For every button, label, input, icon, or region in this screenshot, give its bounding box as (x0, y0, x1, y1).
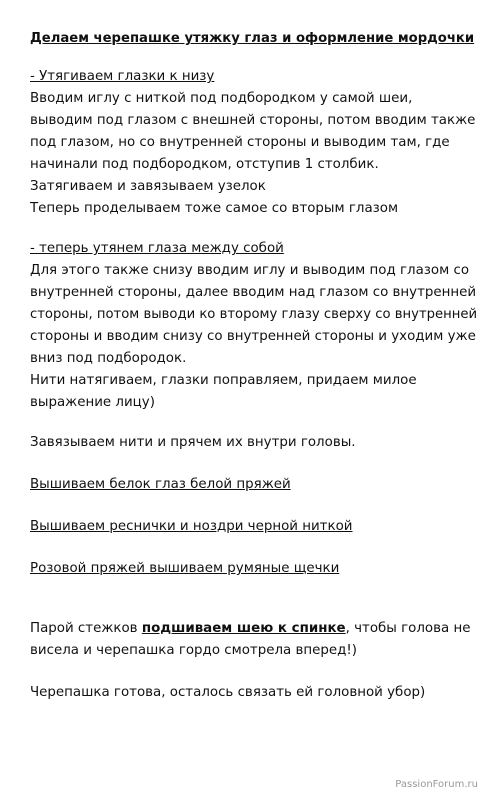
neck-text-before: Парой стежков (30, 621, 142, 636)
paragraph-line: Вводим иглу с ниткой под подбородком у самой шеи, (30, 91, 413, 106)
paragraph-line: начинали под подбородком, отступив 1 столбик. (30, 157, 379, 172)
paragraph-line: стороны и вводим снизу со внутренней стороны и уходим уже (30, 329, 476, 344)
paragraph-line: Теперь проделываем тоже самое со вторым глазом (30, 201, 399, 216)
step-eye-whites: Вышиваем белок глаз белой пряжей (30, 477, 291, 492)
section-heading: - Утягиваем глазки к низу (30, 69, 215, 84)
neck-paragraph (30, 618, 480, 662)
neck-text-after: , чтобы голова не (345, 621, 471, 636)
document-title: Делаем черепашке утяжку глаз и оформление мордочки (30, 31, 475, 46)
tie-threads-text: Завязываем нити и прячем их внутри головы. (30, 435, 356, 450)
neck-line-2: висела и черепашка гордо смотрела вперед!) (30, 643, 357, 658)
section-eyes-together (30, 238, 480, 414)
paragraph-line: выводим под глазом с внешней стороны, потом вводим также (30, 113, 476, 128)
document (30, 28, 480, 704)
paragraph-line: выражение лицу) (30, 395, 155, 410)
final-text: Черепашка готова, осталось связать ей головной убор) (30, 685, 426, 700)
step-eyelashes: Вышиваем реснички и ноздри черной ниткой (30, 519, 353, 534)
step-cheeks: Розовой пряжей вышиваем румяные щечки (30, 561, 340, 576)
neck-line (30, 618, 480, 640)
paragraph-line: Нити натягиваем, глазки поправляем, придаем милое (30, 373, 417, 388)
paragraph-line: под глазом, но со внутренней стороны и выводим там, где (30, 135, 450, 150)
neck-emphasis: подшиваем шею к спинке (141, 621, 346, 636)
paragraph-line: Для этого также снизу вводим иглу и выводим под глазом со (30, 263, 470, 278)
paragraph-line: вниз под подбородок. (30, 351, 187, 366)
paragraph-line: Затягиваем и завязываем узелок (30, 179, 266, 194)
paragraph-line: внутренней стороны, далее вводим над глазом со внутренней (30, 285, 477, 300)
paragraph-line: стороны, потом выводи ко второму глазу сверху со внутренней (30, 307, 478, 322)
section-eyes-down (30, 66, 480, 220)
section-heading: - теперь утянем глаза между собой (30, 241, 284, 256)
watermark: PassionForum.ru (395, 779, 478, 790)
